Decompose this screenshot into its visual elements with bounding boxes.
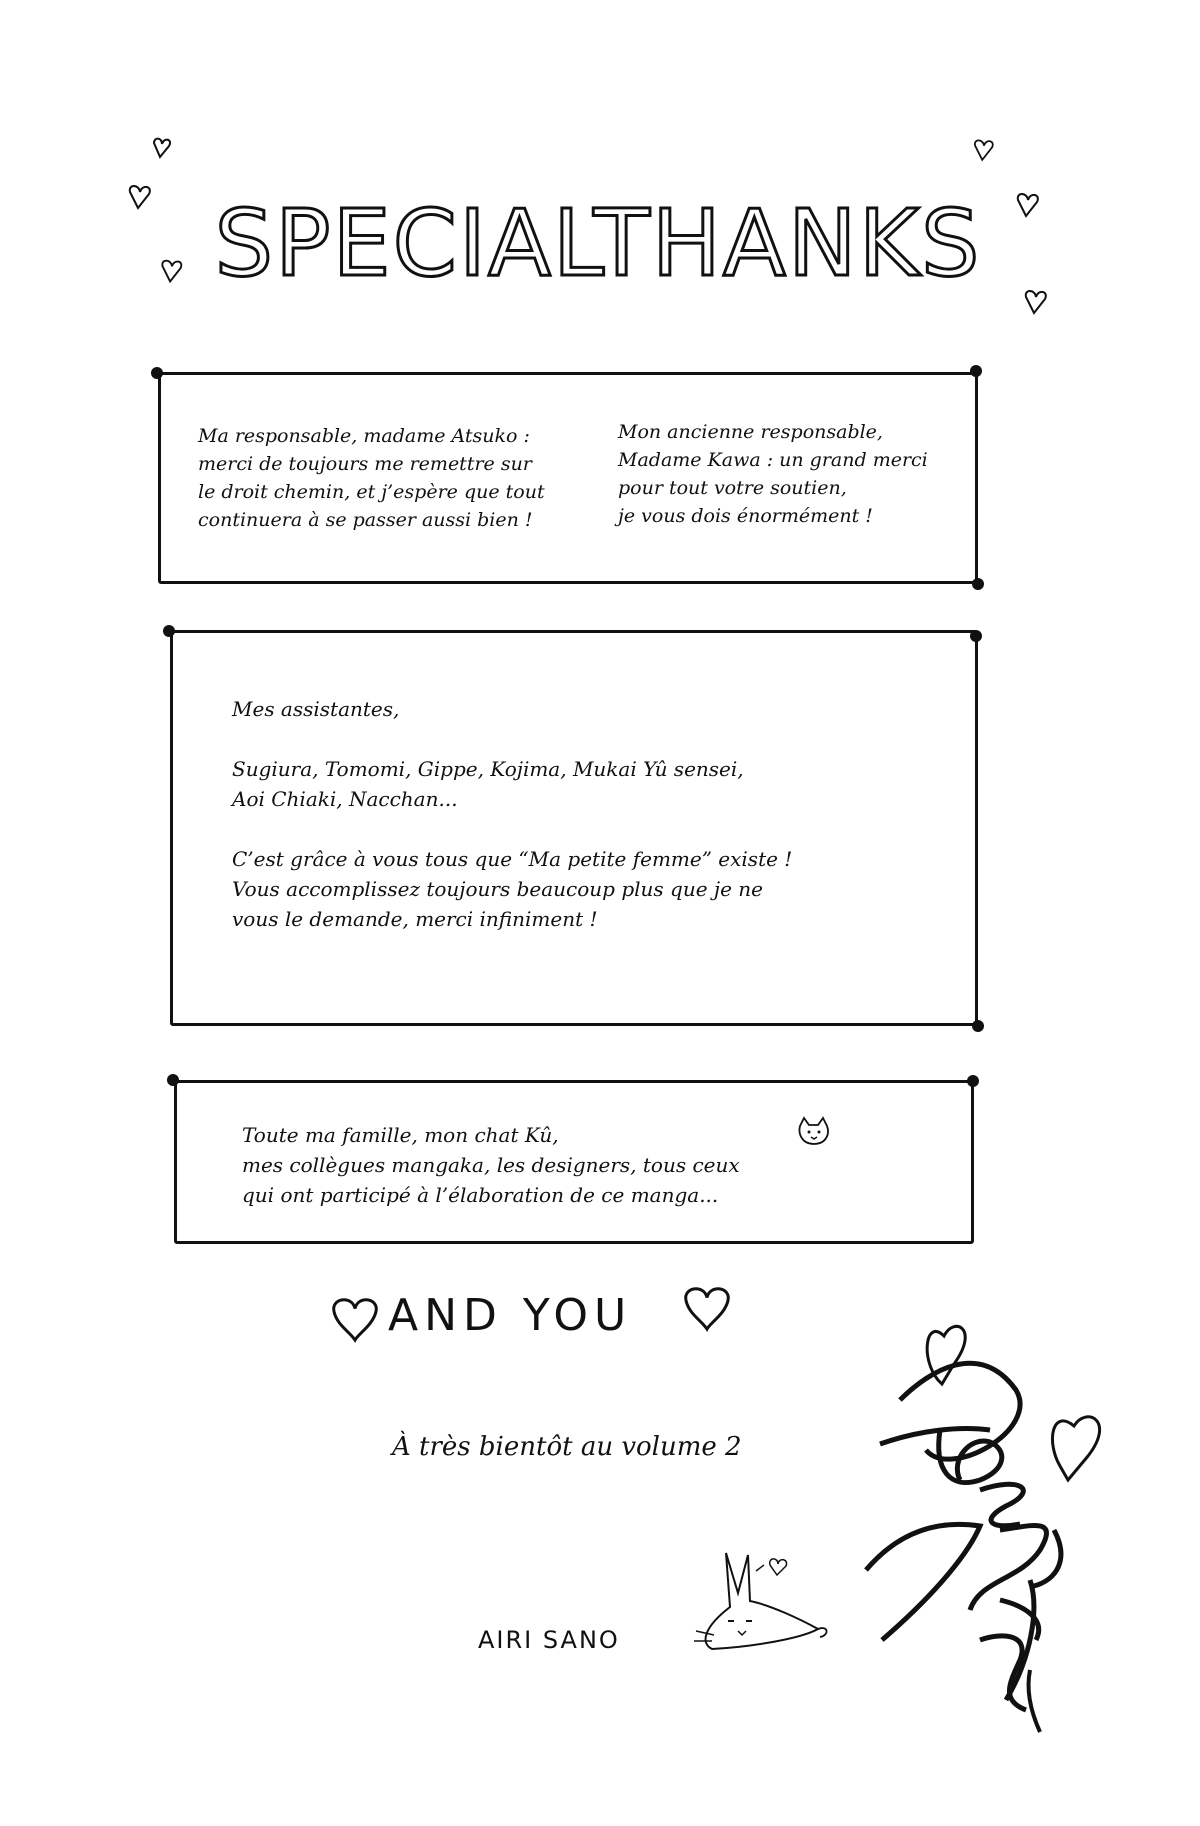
heart-icon <box>680 1284 734 1332</box>
heart-icon <box>122 180 158 216</box>
text-line: pour tout votre soutien, <box>618 477 847 499</box>
text-line: Sugiura, Tomomi, Gippe, Kojima, Mukai Yû sensei, <box>232 757 744 781</box>
heart-icon <box>155 255 189 289</box>
text-line: mes collègues mangaka, les designers, tous ceux <box>242 1153 740 1177</box>
heart-icon <box>148 135 178 165</box>
text-line: C’est grâce à vous tous que “Ma petite femme” existe ! <box>232 847 793 871</box>
editor-atsuko-message <box>198 422 578 534</box>
and-you-text: AND YOU <box>388 1290 633 1341</box>
assistants-message <box>232 694 952 934</box>
corner-dot <box>970 365 982 377</box>
heart-icon <box>328 1295 382 1343</box>
text-line: Toute ma famille, mon chat Kû, <box>242 1123 559 1147</box>
family-message <box>242 1120 882 1210</box>
text-line: le droit chemin, et j’espère que tout <box>198 481 545 503</box>
text-line: merci de toujours me remettre sur <box>198 453 532 475</box>
text-line: Mon ancienne responsable, <box>618 421 883 443</box>
heart-icon <box>1010 188 1046 224</box>
text-line: Aoi Chiaki, Nacchan... <box>232 787 458 811</box>
text-line: Madame Kawa : un grand merci <box>618 449 928 471</box>
corner-dot <box>972 578 984 590</box>
text-line: vous le demande, merci infiniment ! <box>232 907 598 931</box>
text-line: Vous accomplissez toujours beaucoup plus que je ne <box>232 877 764 901</box>
greeting: Mes assistantes, <box>232 697 400 721</box>
author-signature <box>830 1280 1120 1740</box>
text-line: continuera à se passer aussi bien ! <box>198 509 533 531</box>
corner-dot <box>972 1020 984 1032</box>
corner-dot <box>167 1074 179 1086</box>
text-line: je vous dois énormément ! <box>618 505 873 527</box>
heart-icon <box>968 135 1000 167</box>
corner-dot <box>970 630 982 642</box>
author-name: AIRI SANO <box>478 1626 620 1654</box>
rabbit-doodle-icon <box>690 1535 840 1665</box>
corner-dot <box>967 1075 979 1087</box>
text-line: qui ont participé à l’élaboration de ce manga... <box>242 1183 719 1207</box>
title-text: SPECIALTHANKS <box>214 190 982 297</box>
text-line: Ma responsable, madame Atsuko : <box>198 425 530 447</box>
cat-doodle-icon <box>796 1116 832 1148</box>
closing-line: À très bientôt au volume 2 <box>392 1432 742 1462</box>
heart-icon <box>1018 285 1054 321</box>
editor-kawa-message <box>618 418 968 530</box>
corner-dot <box>151 367 163 379</box>
corner-dot <box>163 625 175 637</box>
